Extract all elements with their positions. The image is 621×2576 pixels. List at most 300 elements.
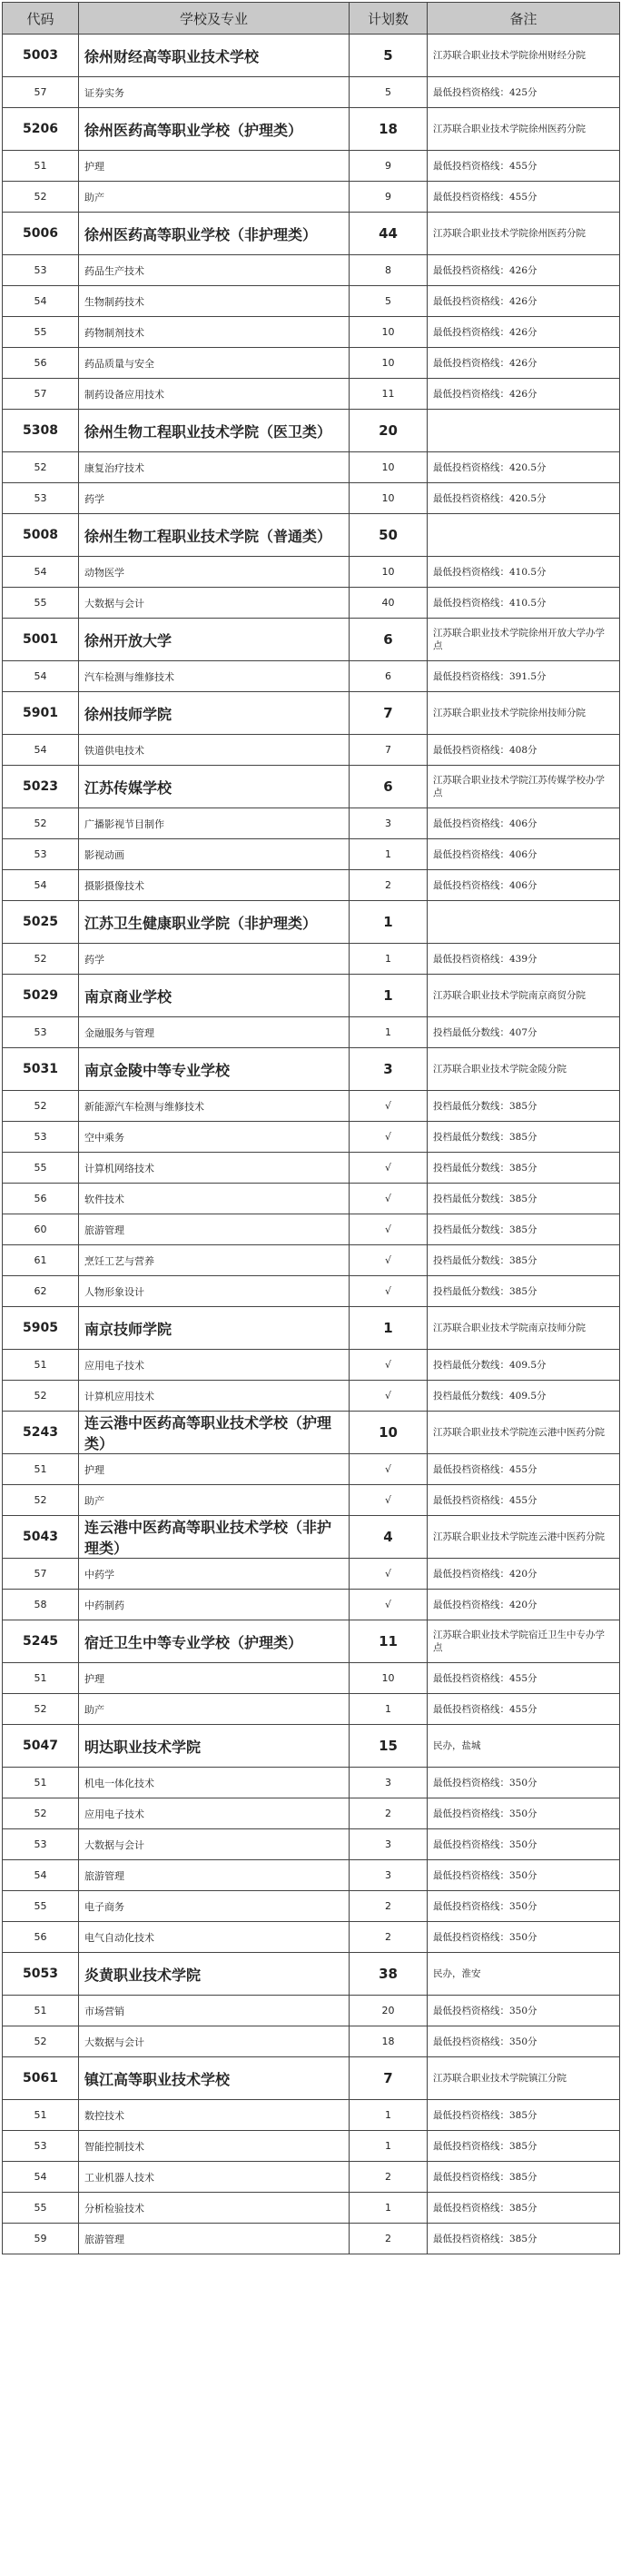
major-code-cell: 51: [3, 1663, 79, 1694]
major-row: [3, 1214, 620, 1245]
major-note-cell: 投档最低分数线：385分: [428, 1153, 620, 1184]
major-name-cell: 中药制药: [79, 1590, 350, 1620]
major-name-cell: 药品生产技术: [79, 255, 350, 286]
major-plan-cell: √: [350, 1153, 428, 1184]
major-row: [3, 1798, 620, 1829]
major-plan-cell: 1: [350, 944, 428, 975]
school-code-cell: 5308: [3, 410, 79, 452]
school-name-cell: 江苏卫生健康职业学院（非护理类）: [79, 901, 350, 944]
major-code-cell: 52: [3, 1694, 79, 1725]
major-name-cell: 康复治疗技术: [79, 452, 350, 483]
major-name-cell: 计算机网络技术: [79, 1153, 350, 1184]
header-note: 备注: [428, 3, 620, 35]
major-row: [3, 2224, 620, 2254]
school-note-cell: 江苏联合职业技术学院徐州财经分院: [428, 35, 620, 77]
major-plan-cell: 2: [350, 2224, 428, 2254]
header-plan: 计划数: [350, 3, 428, 35]
school-code-cell: 5023: [3, 766, 79, 808]
school-code-cell: 5025: [3, 901, 79, 944]
school-note-cell: 江苏联合职业技术学院金陵分院: [428, 1048, 620, 1091]
major-name-cell: 烹饪工艺与营养: [79, 1245, 350, 1276]
major-note-cell: 投档最低分数线：385分: [428, 1184, 620, 1214]
school-name-cell: 江苏传媒学校: [79, 766, 350, 808]
school-note-cell: 江苏联合职业技术学院连云港中医药分院: [428, 1412, 620, 1454]
major-row: [3, 1485, 620, 1516]
major-code-cell: 55: [3, 1891, 79, 1922]
major-code-cell: 61: [3, 1245, 79, 1276]
school-name-cell: 南京金陵中等专业学校: [79, 1048, 350, 1091]
school-name-cell: 连云港中医药高等职业技术学校（护理类）: [79, 1412, 350, 1454]
major-note-cell: 最低投档资格线：350分: [428, 1768, 620, 1798]
school-note-cell: 江苏联合职业技术学院徐州医药分院: [428, 213, 620, 255]
major-name-cell: 旅游管理: [79, 1214, 350, 1245]
major-name-cell: 汽车检测与维修技术: [79, 661, 350, 692]
school-name-cell: 徐州医药高等职业学校（护理类）: [79, 108, 350, 151]
major-name-cell: 智能控制技术: [79, 2131, 350, 2162]
major-note-cell: 最低投档资格线：410.5分: [428, 557, 620, 588]
major-plan-cell: 8: [350, 255, 428, 286]
school-row: [3, 1725, 620, 1768]
major-name-cell: 电子商务: [79, 1891, 350, 1922]
major-name-cell: 大数据与会计: [79, 588, 350, 619]
school-plan-cell: 20: [350, 410, 428, 452]
school-code-cell: 5003: [3, 35, 79, 77]
school-plan-cell: 5: [350, 35, 428, 77]
major-row: [3, 944, 620, 975]
major-code-cell: 52: [3, 1091, 79, 1122]
major-name-cell: 影视动画: [79, 839, 350, 870]
major-code-cell: 62: [3, 1276, 79, 1307]
table-body: [3, 35, 620, 2254]
major-row: [3, 1559, 620, 1590]
major-name-cell: 机电一体化技术: [79, 1768, 350, 1798]
school-row: [3, 975, 620, 1017]
major-code-cell: 56: [3, 1184, 79, 1214]
school-row: [3, 410, 620, 452]
major-row: [3, 2193, 620, 2224]
major-name-cell: 助产: [79, 1485, 350, 1516]
major-note-cell: 最低投档资格线：455分: [428, 1694, 620, 1725]
major-row: [3, 2100, 620, 2131]
major-plan-cell: 1: [350, 2193, 428, 2224]
major-note-cell: 最低投档资格线：391.5分: [428, 661, 620, 692]
major-note-cell: 最低投档资格线：385分: [428, 2162, 620, 2193]
major-code-cell: 51: [3, 151, 79, 182]
school-code-cell: 5905: [3, 1307, 79, 1350]
major-name-cell: 药学: [79, 944, 350, 975]
major-plan-cell: √: [350, 1381, 428, 1412]
major-name-cell: 护理: [79, 1663, 350, 1694]
major-name-cell: 应用电子技术: [79, 1350, 350, 1381]
major-code-cell: 53: [3, 1122, 79, 1153]
major-row: [3, 1590, 620, 1620]
major-row: [3, 77, 620, 108]
major-note-cell: 投档最低分数线：385分: [428, 1091, 620, 1122]
major-row: [3, 379, 620, 410]
school-plan-cell: 1: [350, 901, 428, 944]
major-note-cell: 最低投档资格线：420.5分: [428, 483, 620, 514]
school-plan-cell: 38: [350, 1953, 428, 1996]
major-code-cell: 57: [3, 379, 79, 410]
major-name-cell: 制药设备应用技术: [79, 379, 350, 410]
major-row: [3, 1122, 620, 1153]
major-row: [3, 151, 620, 182]
major-note-cell: 投档最低分数线：407分: [428, 1017, 620, 1048]
major-plan-cell: 1: [350, 839, 428, 870]
school-code-cell: 5245: [3, 1620, 79, 1663]
school-name-cell: 镇江高等职业技术学校: [79, 2057, 350, 2100]
major-note-cell: 最低投档资格线：425分: [428, 77, 620, 108]
school-name-cell: 徐州技师学院: [79, 692, 350, 735]
major-plan-cell: 3: [350, 1768, 428, 1798]
major-plan-cell: 3: [350, 1860, 428, 1891]
major-note-cell: 最低投档资格线：385分: [428, 2131, 620, 2162]
school-plan-cell: 1: [350, 975, 428, 1017]
header-row: [3, 3, 620, 35]
major-note-cell: 最低投档资格线：426分: [428, 286, 620, 317]
major-row: [3, 1768, 620, 1798]
school-code-cell: 5243: [3, 1412, 79, 1454]
major-name-cell: 电气自动化技术: [79, 1922, 350, 1953]
major-code-cell: 54: [3, 735, 79, 766]
school-name-cell: 徐州开放大学: [79, 619, 350, 661]
major-name-cell: 计算机应用技术: [79, 1381, 350, 1412]
major-code-cell: 53: [3, 483, 79, 514]
major-note-cell: 最低投档资格线：439分: [428, 944, 620, 975]
major-name-cell: 助产: [79, 182, 350, 213]
table-header: [3, 3, 620, 35]
major-row: [3, 317, 620, 348]
admissions-table: [2, 2, 620, 2254]
major-plan-cell: 9: [350, 182, 428, 213]
major-row: [3, 1091, 620, 1122]
school-row: [3, 1516, 620, 1559]
school-note-cell: 江苏联合职业技术学院宿迁卫生中专办学点: [428, 1620, 620, 1663]
school-plan-cell: 7: [350, 2057, 428, 2100]
major-note-cell: 最低投档资格线：350分: [428, 1996, 620, 2026]
major-plan-cell: 10: [350, 557, 428, 588]
major-code-cell: 52: [3, 808, 79, 839]
major-plan-cell: √: [350, 1245, 428, 1276]
major-note-cell: 最低投档资格线：350分: [428, 1922, 620, 1953]
school-row: [3, 1953, 620, 1996]
major-code-cell: 54: [3, 2162, 79, 2193]
school-plan-cell: 15: [350, 1725, 428, 1768]
school-note-cell: 民办，淮安: [428, 1953, 620, 1996]
major-row: [3, 1245, 620, 1276]
school-name-cell: 徐州生物工程职业技术学院（医卫类）: [79, 410, 350, 452]
school-row: [3, 1412, 620, 1454]
major-code-cell: 54: [3, 286, 79, 317]
major-code-cell: 53: [3, 2131, 79, 2162]
major-row: [3, 2131, 620, 2162]
major-note-cell: 最低投档资格线：420.5分: [428, 452, 620, 483]
major-row: [3, 1663, 620, 1694]
school-row: [3, 1048, 620, 1091]
major-note-cell: 最低投档资格线：406分: [428, 808, 620, 839]
major-note-cell: 投档最低分数线：385分: [428, 1276, 620, 1307]
major-note-cell: 投档最低分数线：409.5分: [428, 1350, 620, 1381]
major-name-cell: 人物形象设计: [79, 1276, 350, 1307]
major-note-cell: 最低投档资格线：455分: [428, 1454, 620, 1485]
major-code-cell: 51: [3, 1768, 79, 1798]
major-name-cell: 助产: [79, 1694, 350, 1725]
major-note-cell: 投档最低分数线：409.5分: [428, 1381, 620, 1412]
major-row: [3, 661, 620, 692]
major-name-cell: 大数据与会计: [79, 2026, 350, 2057]
school-plan-cell: 4: [350, 1516, 428, 1559]
major-plan-cell: √: [350, 1590, 428, 1620]
major-note-cell: 投档最低分数线：385分: [428, 1245, 620, 1276]
major-name-cell: 铁道供电技术: [79, 735, 350, 766]
major-row: [3, 1860, 620, 1891]
major-name-cell: 证券实务: [79, 77, 350, 108]
school-note-cell: 江苏联合职业技术学院镇江分院: [428, 2057, 620, 2100]
major-row: [3, 452, 620, 483]
major-code-cell: 54: [3, 1860, 79, 1891]
major-note-cell: 最低投档资格线：426分: [428, 379, 620, 410]
major-code-cell: 55: [3, 1153, 79, 1184]
school-row: [3, 213, 620, 255]
major-row: [3, 1996, 620, 2026]
major-name-cell: 分析检验技术: [79, 2193, 350, 2224]
school-note-cell: [428, 901, 620, 944]
major-code-cell: 55: [3, 2193, 79, 2224]
school-name-cell: 南京技师学院: [79, 1307, 350, 1350]
major-plan-cell: 40: [350, 588, 428, 619]
major-code-cell: 51: [3, 1454, 79, 1485]
major-row: [3, 1153, 620, 1184]
major-plan-cell: 5: [350, 77, 428, 108]
school-name-cell: 宿迁卫生中等专业学校（护理类）: [79, 1620, 350, 1663]
major-plan-cell: 18: [350, 2026, 428, 2057]
major-plan-cell: 1: [350, 1017, 428, 1048]
major-row: [3, 255, 620, 286]
major-code-cell: 52: [3, 944, 79, 975]
school-note-cell: [428, 410, 620, 452]
major-row: [3, 1276, 620, 1307]
header-code: 代码: [3, 3, 79, 35]
school-note-cell: 江苏联合职业技术学院徐州技师分院: [428, 692, 620, 735]
major-plan-cell: 3: [350, 808, 428, 839]
school-code-cell: 5047: [3, 1725, 79, 1768]
school-plan-cell: 50: [350, 514, 428, 557]
school-plan-cell: 6: [350, 766, 428, 808]
major-code-cell: 55: [3, 317, 79, 348]
school-note-cell: 江苏联合职业技术学院江苏传媒学校办学点: [428, 766, 620, 808]
major-code-cell: 54: [3, 661, 79, 692]
major-note-cell: 最低投档资格线：455分: [428, 1663, 620, 1694]
school-name-cell: 徐州生物工程职业技术学院（普通类）: [79, 514, 350, 557]
major-row: [3, 1891, 620, 1922]
major-name-cell: 软件技术: [79, 1184, 350, 1214]
major-note-cell: 最低投档资格线：426分: [428, 348, 620, 379]
major-code-cell: 53: [3, 255, 79, 286]
major-row: [3, 1017, 620, 1048]
school-row: [3, 619, 620, 661]
major-plan-cell: 10: [350, 1663, 428, 1694]
major-row: [3, 588, 620, 619]
major-plan-cell: 3: [350, 1829, 428, 1860]
major-note-cell: 投档最低分数线：385分: [428, 1122, 620, 1153]
major-plan-cell: 10: [350, 452, 428, 483]
major-note-cell: 最低投档资格线：350分: [428, 1891, 620, 1922]
major-plan-cell: √: [350, 1454, 428, 1485]
major-code-cell: 60: [3, 1214, 79, 1245]
major-plan-cell: 10: [350, 348, 428, 379]
major-name-cell: 护理: [79, 151, 350, 182]
school-row: [3, 1620, 620, 1663]
school-code-cell: 5061: [3, 2057, 79, 2100]
major-name-cell: 工业机器人技术: [79, 2162, 350, 2193]
major-code-cell: 53: [3, 1829, 79, 1860]
major-name-cell: 药品质量与安全: [79, 348, 350, 379]
major-code-cell: 57: [3, 1559, 79, 1590]
major-code-cell: 52: [3, 2026, 79, 2057]
major-code-cell: 51: [3, 1996, 79, 2026]
major-row: [3, 348, 620, 379]
major-plan-cell: 2: [350, 1798, 428, 1829]
major-plan-cell: 10: [350, 483, 428, 514]
major-code-cell: 53: [3, 1017, 79, 1048]
major-code-cell: 51: [3, 1350, 79, 1381]
major-name-cell: 金融服务与管理: [79, 1017, 350, 1048]
major-plan-cell: 6: [350, 661, 428, 692]
major-code-cell: 54: [3, 557, 79, 588]
major-plan-cell: 9: [350, 151, 428, 182]
major-row: [3, 1694, 620, 1725]
major-row: [3, 557, 620, 588]
school-plan-cell: 18: [350, 108, 428, 151]
major-code-cell: 56: [3, 1922, 79, 1953]
major-name-cell: 市场营销: [79, 1996, 350, 2026]
major-code-cell: 53: [3, 839, 79, 870]
major-note-cell: 最低投档资格线：350分: [428, 2026, 620, 2057]
school-row: [3, 1307, 620, 1350]
major-note-cell: 最低投档资格线：455分: [428, 182, 620, 213]
major-note-cell: 最低投档资格线：426分: [428, 255, 620, 286]
major-row: [3, 1381, 620, 1412]
major-code-cell: 58: [3, 1590, 79, 1620]
header-name: 学校及专业: [79, 3, 350, 35]
major-code-cell: 56: [3, 348, 79, 379]
school-plan-cell: 3: [350, 1048, 428, 1091]
school-plan-cell: 11: [350, 1620, 428, 1663]
major-plan-cell: 2: [350, 1891, 428, 1922]
school-code-cell: 5006: [3, 213, 79, 255]
major-code-cell: 59: [3, 2224, 79, 2254]
major-code-cell: 52: [3, 1381, 79, 1412]
major-name-cell: 数控技术: [79, 2100, 350, 2131]
major-name-cell: 生物制药技术: [79, 286, 350, 317]
major-name-cell: 旅游管理: [79, 1860, 350, 1891]
major-code-cell: 51: [3, 2100, 79, 2131]
school-name-cell: 连云港中医药高等职业技术学校（非护理类）: [79, 1516, 350, 1559]
major-row: [3, 735, 620, 766]
major-name-cell: 摄影摄像技术: [79, 870, 350, 901]
major-row: [3, 808, 620, 839]
school-row: [3, 35, 620, 77]
major-name-cell: 动物医学: [79, 557, 350, 588]
major-note-cell: 最低投档资格线：426分: [428, 317, 620, 348]
major-row: [3, 1454, 620, 1485]
major-plan-cell: √: [350, 1276, 428, 1307]
school-name-cell: 炎黄职业技术学院: [79, 1953, 350, 1996]
major-row: [3, 1922, 620, 1953]
major-row: [3, 1350, 620, 1381]
school-name-cell: 南京商业学校: [79, 975, 350, 1017]
major-name-cell: 空中乘务: [79, 1122, 350, 1153]
major-row: [3, 2026, 620, 2057]
major-plan-cell: √: [350, 1350, 428, 1381]
major-plan-cell: 5: [350, 286, 428, 317]
school-code-cell: 5001: [3, 619, 79, 661]
major-row: [3, 182, 620, 213]
major-note-cell: 最低投档资格线：385分: [428, 2224, 620, 2254]
major-note-cell: 最低投档资格线：350分: [428, 1860, 620, 1891]
major-row: [3, 839, 620, 870]
major-note-cell: 最低投档资格线：406分: [428, 839, 620, 870]
school-row: [3, 692, 620, 735]
major-note-cell: 最低投档资格线：350分: [428, 1829, 620, 1860]
school-code-cell: 5031: [3, 1048, 79, 1091]
major-plan-cell: √: [350, 1122, 428, 1153]
school-plan-cell: 1: [350, 1307, 428, 1350]
major-row: [3, 1829, 620, 1860]
major-plan-cell: 11: [350, 379, 428, 410]
school-name-cell: 徐州财经高等职业技术学校: [79, 35, 350, 77]
major-note-cell: 最低投档资格线：455分: [428, 1485, 620, 1516]
major-plan-cell: 2: [350, 2162, 428, 2193]
major-plan-cell: √: [350, 1214, 428, 1245]
school-plan-cell: 6: [350, 619, 428, 661]
school-code-cell: 5206: [3, 108, 79, 151]
school-note-cell: 江苏联合职业技术学院连云港中医药分院: [428, 1516, 620, 1559]
major-note-cell: 投档最低分数线：385分: [428, 1214, 620, 1245]
school-note-cell: 江苏联合职业技术学院徐州开放大学办学点: [428, 619, 620, 661]
school-note-cell: 江苏联合职业技术学院南京技师分院: [428, 1307, 620, 1350]
major-note-cell: 最低投档资格线：385分: [428, 2193, 620, 2224]
school-note-cell: [428, 514, 620, 557]
school-plan-cell: 10: [350, 1412, 428, 1454]
major-plan-cell: 1: [350, 2100, 428, 2131]
major-plan-cell: √: [350, 1485, 428, 1516]
major-plan-cell: √: [350, 1091, 428, 1122]
major-plan-cell: 10: [350, 317, 428, 348]
major-note-cell: 最低投档资格线：420分: [428, 1559, 620, 1590]
major-name-cell: 新能源汽车检测与维修技术: [79, 1091, 350, 1122]
school-name-cell: 徐州医药高等职业学校（非护理类）: [79, 213, 350, 255]
school-row: [3, 2057, 620, 2100]
major-note-cell: 最低投档资格线：408分: [428, 735, 620, 766]
major-row: [3, 870, 620, 901]
major-name-cell: 药学: [79, 483, 350, 514]
major-code-cell: 52: [3, 1798, 79, 1829]
school-row: [3, 766, 620, 808]
major-plan-cell: √: [350, 1559, 428, 1590]
major-code-cell: 52: [3, 182, 79, 213]
major-code-cell: 55: [3, 588, 79, 619]
major-name-cell: 旅游管理: [79, 2224, 350, 2254]
major-note-cell: 最低投档资格线：406分: [428, 870, 620, 901]
major-code-cell: 54: [3, 870, 79, 901]
school-code-cell: 5053: [3, 1953, 79, 1996]
major-name-cell: 广播影视节目制作: [79, 808, 350, 839]
major-name-cell: 大数据与会计: [79, 1829, 350, 1860]
school-row: [3, 108, 620, 151]
major-code-cell: 52: [3, 1485, 79, 1516]
school-plan-cell: 44: [350, 213, 428, 255]
